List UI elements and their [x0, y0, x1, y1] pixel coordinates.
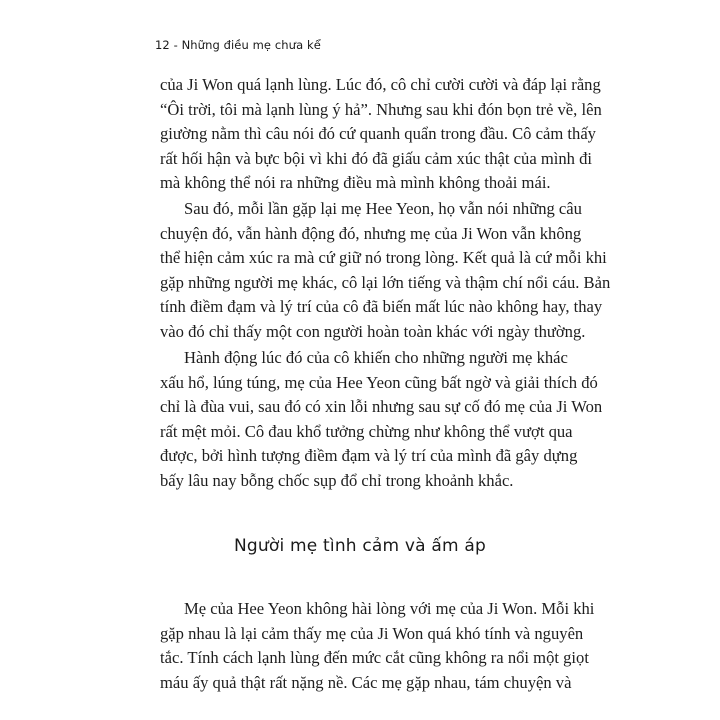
text-line: vào đó chỉ thấy một con người hoàn toàn khác với ngày thường.: [160, 321, 586, 341]
paragraph-2: [160, 197, 611, 345]
running-header: 12 - Những điều mẹ chưa kể: [155, 38, 321, 52]
text-line: của Ji Won quá lạnh lùng. Lúc đó, cô chỉ cười cười và đáp lại rằng: [160, 75, 601, 94]
text-line: tắc. Tính cách lạnh lùng đến mức cắt cũng không ra nổi một giọt: [160, 648, 589, 668]
text-line: Hành động lúc đó của cô khiến cho những người mẹ khác: [184, 348, 568, 367]
text-line: tính điềm đạm và lý trí của cô đã biến mất lúc nào không hay, thay: [160, 297, 603, 317]
text-line: chỉ là đùa vui, sau đó có xin lỗi nhưng sau sự cố đó mẹ của Ji Won: [160, 397, 603, 417]
text-line: “Ôi trời, tôi mà lạnh lùng ý hả”. Nhưng sau khi đón bọn trẻ về, lên: [160, 99, 602, 119]
text-line: chuyện đó, vẫn hành động đó, nhưng mẹ của Ji Won vẫn không: [160, 223, 582, 243]
text-line: gặp những người mẹ khác, cô lại lớn tiếng và thậm chí nổi cáu. Bản: [160, 272, 611, 292]
paragraph-4: [160, 597, 595, 695]
text-line: bấy lâu nay bỗng chốc sụp đổ chỉ trong khoảnh khắc.: [160, 470, 514, 490]
text-line: Sau đó, mỗi lần gặp lại mẹ Hee Yeon, họ vẫn nói những câu: [184, 199, 582, 218]
text-line: máu ấy quả thật rất nặng nề. Các mẹ gặp nhau, tám chuyện và: [160, 672, 572, 692]
text-line: mà không thể nói ra những điều mà mình không thoải mái.: [160, 173, 551, 193]
paragraph-3: [160, 346, 603, 494]
text-line: Mẹ của Hee Yeon không hài lòng với mẹ của Ji Won. Mỗi khi: [184, 599, 595, 618]
text-line: xấu hổ, lúng túng, mẹ của Hee Yeon cũng bất ngờ và giải thích đó: [160, 372, 598, 392]
text-line: giường nằm thì câu nói đó cứ quanh quẩn trong đầu. Cô cảm thấy: [160, 124, 596, 144]
section-heading: Người mẹ tình cảm và ấm áp: [234, 536, 486, 556]
paragraph-1: [160, 73, 602, 196]
text-line: được, bởi hình tượng điềm đạm và lý trí của mình đã gây dựng: [160, 446, 578, 466]
text-line: rất hối hận và bực bội vì khi đó đã giấu cảm xúc thật của mình đi: [160, 148, 593, 168]
text-line: rất mệt mỏi. Cô đau khổ tưởng chừng như không thể vượt qua: [160, 421, 573, 441]
text-line: gặp nhau là lại cảm thấy mẹ của Ji Won quá khó tính và nguyên: [160, 623, 584, 643]
text-line: thể hiện cảm xúc ra mà cứ giữ nó trong lòng. Kết quả là cứ mỗi khi: [160, 248, 607, 268]
